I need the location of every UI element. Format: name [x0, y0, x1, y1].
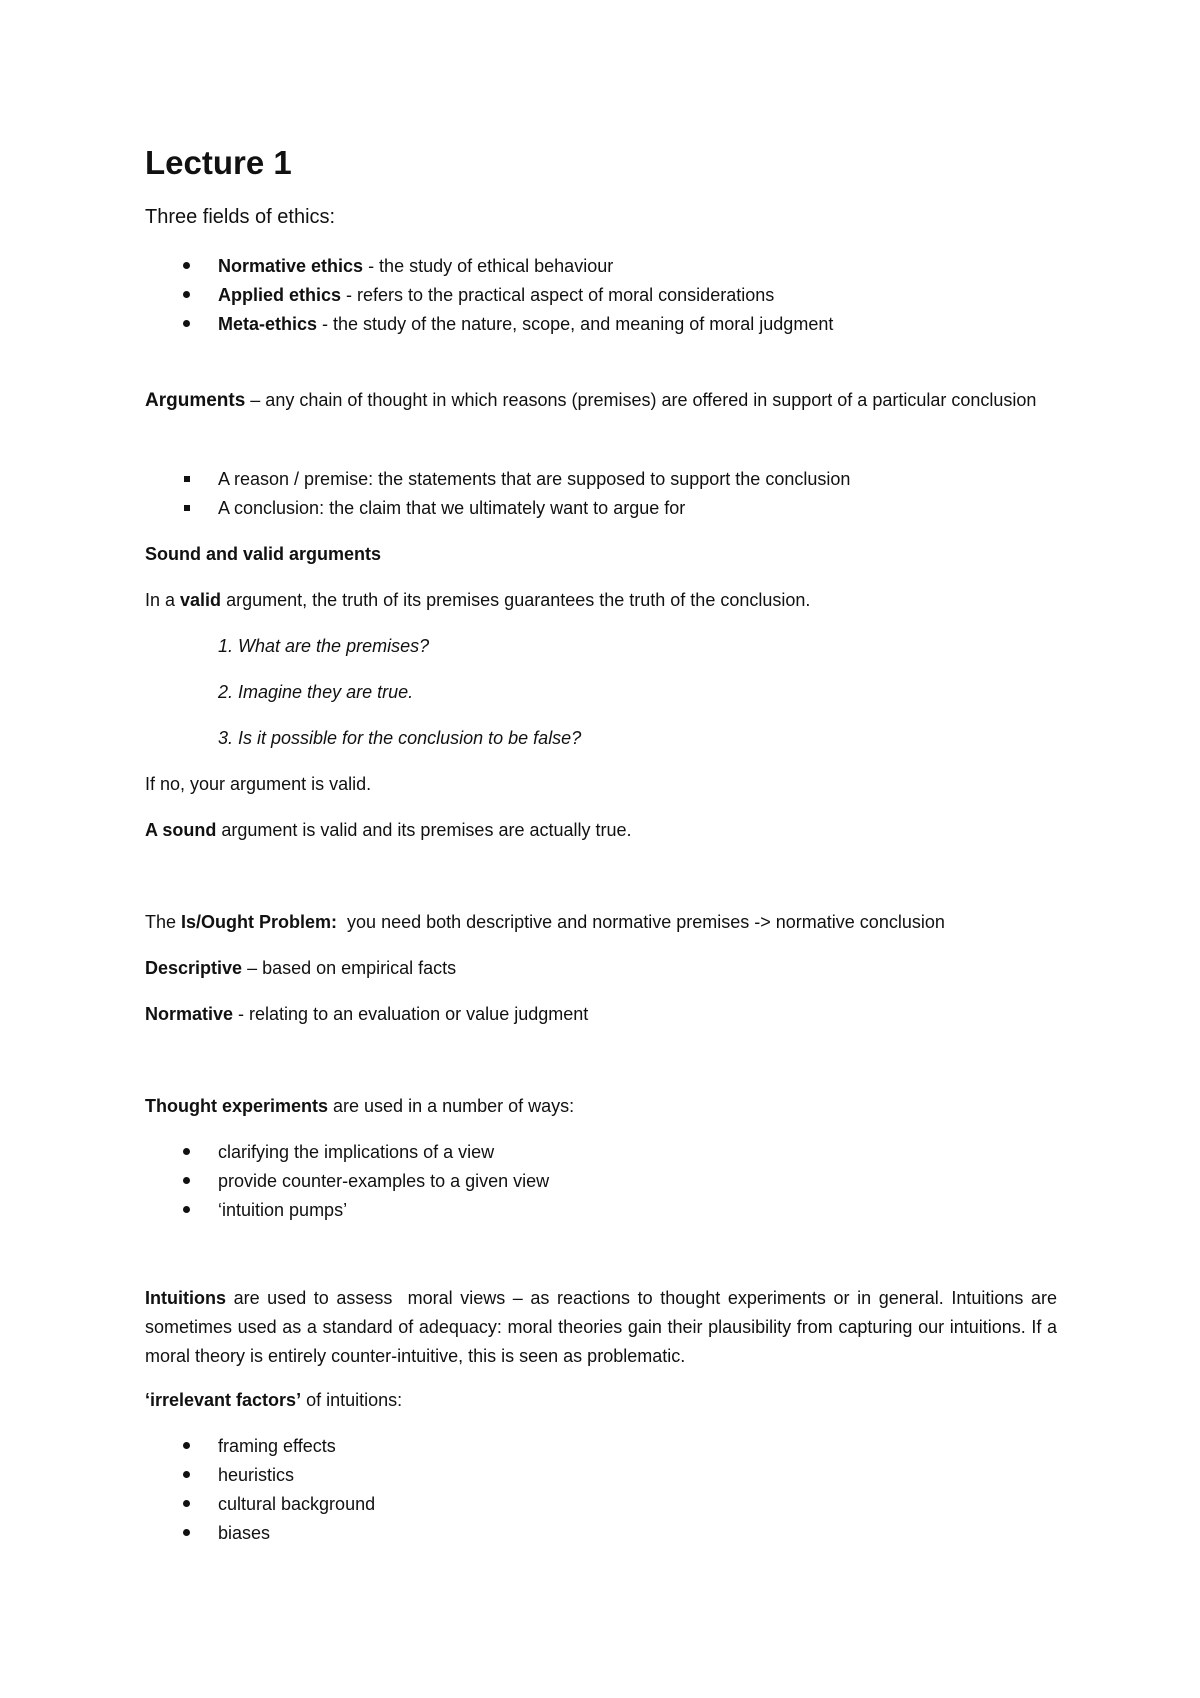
- is-ought-post: you need both descriptive and normative premises -> normative conclusion: [337, 912, 945, 932]
- descriptive-term: Descriptive: [145, 958, 243, 978]
- intuitions-term: Intuitions: [145, 1288, 226, 1308]
- normative-term: Normative: [145, 1004, 234, 1024]
- is-ought-line: [145, 911, 945, 933]
- bullet-dot-icon: [183, 313, 193, 323]
- arguments-paragraph: [145, 386, 1057, 415]
- list-item-desc: - the study of the nature, scope, and meaning of moral judgment: [317, 314, 834, 334]
- bullet-dot-icon: [183, 1170, 193, 1180]
- list-item-term: Meta-ethics: [218, 314, 318, 334]
- list-item-biases: biases: [218, 1523, 271, 1543]
- irrelevant-factors-line: [145, 1389, 402, 1411]
- bullet-dot-icon: [183, 1522, 193, 1532]
- is-ought-term: Is/Ought Problem:: [181, 912, 338, 932]
- list-item-conclusion: A conclusion: the claim that we ultimately want to argue for: [218, 498, 686, 518]
- descriptive-definition: [145, 957, 456, 979]
- fields-heading: [145, 206, 335, 228]
- list-item-normative-ethics: [218, 255, 613, 277]
- arguments-desc: – any chain of thought in which reasons (premises) are offered in support of a particular conclusion: [245, 390, 1037, 410]
- list-item-meta-ethics: [218, 313, 833, 335]
- list-item-desc: - refers to the practical aspect of moral considerations: [341, 285, 775, 305]
- list-item-desc: - the study of ethical behaviour: [363, 256, 614, 276]
- bullet-dot-icon: [183, 284, 193, 294]
- thought-experiments-line: [145, 1095, 574, 1117]
- list-item-term: Normative ethics: [218, 256, 364, 276]
- fields-heading-text: Three fields of ethics:: [145, 206, 336, 228]
- is-ought-pre: The: [145, 912, 182, 932]
- step-3: [218, 727, 581, 749]
- sound-definition: [145, 819, 632, 841]
- step-1: [218, 635, 429, 657]
- list-item-heuristics: heuristics: [218, 1465, 295, 1485]
- bullet-dot-icon: [183, 1435, 193, 1445]
- valid-def-post: argument, the truth of its premises guarantees the truth of the conclusion.: [221, 590, 811, 610]
- step-text: 3. Is it possible for the conclusion to be false?: [218, 728, 582, 748]
- section-heading-text: Sound and valid arguments: [145, 544, 382, 564]
- bullet-dot-icon: [183, 1464, 193, 1474]
- step-2: [218, 681, 413, 703]
- thought-experiments-post: are used in a number of ways:: [328, 1096, 575, 1116]
- irrelevant-post: of intuitions:: [301, 1390, 403, 1410]
- arguments-term: Arguments: [145, 390, 246, 411]
- list-item-intuition-pumps: ‘intuition pumps’: [218, 1200, 348, 1220]
- list-item-framing-effects: framing effects: [218, 1436, 336, 1456]
- bullet-dot-icon: [183, 1199, 193, 1209]
- bullet-dot-icon: [183, 1141, 193, 1151]
- intuitions-paragraph: [145, 1284, 1063, 1371]
- sound-term: A sound: [145, 820, 217, 840]
- intuitions-desc: are used to assess moral views – as reactions to thought experiments or in general. Intuitions are sometimes used as a standard of adequacy: moral theories gain their plausibility from capturing our intuitions. If a moral theory is entirely counter-intuitive, this is seen as problematic.: [145, 1288, 1063, 1366]
- list-item-counter-examples: provide counter-examples to a given view: [218, 1171, 550, 1191]
- thought-experiments-term: Thought experiments: [145, 1096, 329, 1116]
- step-text: 1. What are the premises?: [218, 636, 430, 656]
- list-item-applied-ethics: [218, 284, 774, 306]
- irrelevant-term: ‘irrelevant factors’: [145, 1390, 302, 1410]
- descriptive-desc: – based on empirical facts: [242, 958, 457, 978]
- page-title: Lecture 1: [145, 144, 292, 181]
- list-item-term: Applied ethics: [218, 285, 342, 305]
- list-item-cultural-background: cultural background: [218, 1494, 376, 1514]
- step-text: 2. Imagine they are true.: [218, 682, 414, 702]
- sound-def-post: argument is valid and its premises are actually true.: [216, 820, 632, 840]
- normative-desc: - relating to an evaluation or value judgment: [233, 1004, 589, 1024]
- bullet-dot-icon: [183, 1493, 193, 1503]
- list-item-premise: A reason / premise: the statements that are supposed to support the conclusion: [218, 469, 851, 489]
- bullet-square-icon: [183, 497, 193, 507]
- valid-def-pre: In a: [145, 590, 181, 610]
- normative-definition: [145, 1003, 588, 1025]
- valid-term: valid: [180, 590, 222, 610]
- bullet-dot-icon: [183, 255, 193, 265]
- section-heading-sound-valid: [145, 543, 381, 565]
- valid-definition: [145, 589, 810, 611]
- bullet-square-icon: [183, 468, 193, 478]
- if-no-line: If no, your argument is valid.: [145, 774, 372, 794]
- list-item-clarifying: clarifying the implications of a view: [218, 1142, 495, 1162]
